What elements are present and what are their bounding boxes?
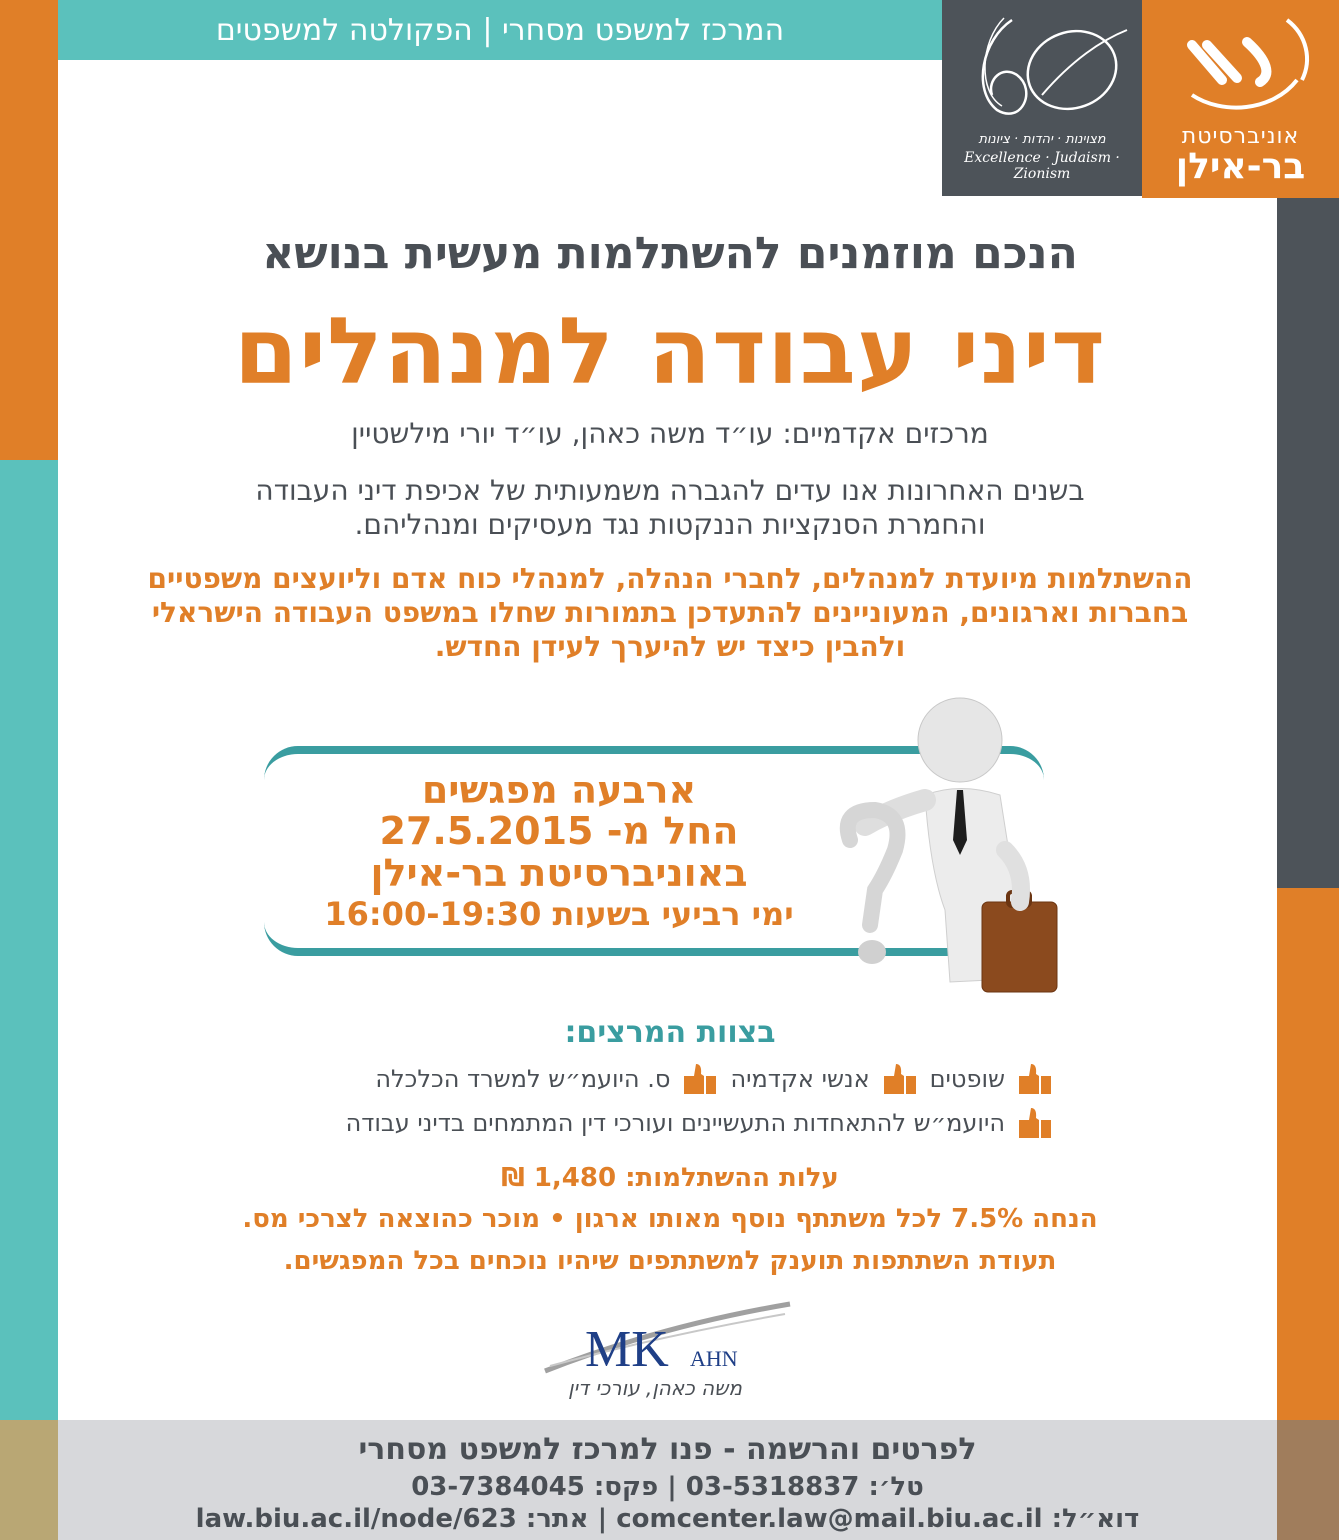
footer-email-site[interactable]: דוא״ל: comcenter.law@mail.biu.ac.il | אתר: law.biu.ac.il/node/623 <box>195 1504 1140 1534</box>
description-line: בשנים האחרונות אנו עדים להגברה משמעותית של אכיפת דיני העבודה <box>255 474 1085 507</box>
invite-heading: הנכם מוזמנים להשתלמות מעשית בנושא <box>262 228 1078 279</box>
businessman-figure-image <box>830 690 1070 1010</box>
team-row-1 <box>375 1062 1055 1096</box>
team-judges: שופטים <box>929 1065 1005 1093</box>
description-line: והחמרת הסנקציות הננקטות נגד מעסיקים ומנהליהם. <box>354 508 986 541</box>
logo-tagline-en: Excellence · Judaism · Zionism <box>964 150 1120 182</box>
description <box>70 474 1270 542</box>
bar-ilan-logo <box>1142 0 1339 198</box>
footer-phone-fax[interactable]: טל׳: 03-5318837 | פקס: 03-7384045 <box>411 1472 924 1502</box>
footer <box>0 1420 1339 1540</box>
hours: ימי רביעי בשעות 16:00-19:30 <box>324 895 794 933</box>
left-orange-bar <box>0 0 58 460</box>
location: באוניברסיטת בר-אילן <box>370 851 748 895</box>
sponsor-subtitle: משה כאהן, עורכי דין <box>568 1376 742 1400</box>
logo-tagline-he: מצוינות · יהדות · ציונות <box>978 132 1106 147</box>
target-audience <box>70 562 1270 664</box>
meetings-count: ארבעה מפגשים <box>421 768 697 812</box>
team-title: בצוות המרצים: <box>564 1015 776 1050</box>
team-row-2 <box>346 1106 1055 1140</box>
target-line: ולהבין כיצד יש להיערך לעידן החדש. <box>434 630 906 663</box>
right-orange-bar <box>1277 888 1339 1420</box>
main-title: דיני עבודה למנהלים <box>233 298 1107 405</box>
price-line: עלות ההשתלמות: 1,480 ₪ <box>501 1163 839 1193</box>
target-line: בחברות וארגונים, המעוניינים להתעדכן בתמורות שחלו במשפט העבודה הישראלי <box>151 596 1189 629</box>
certificate-line: תעודת השתתפות תוענק למשתתפים שיהיו נוכחים בכל המפגשים. <box>283 1246 1057 1276</box>
thumbs-up-icon <box>1015 1106 1055 1140</box>
biu-univ-label: אוניברסיטת <box>1181 124 1300 149</box>
discount-line: הנחה 7.5% לכל משתתף נוסף מאותו ארגון • מוכר כהוצאה לצרכי מס. <box>242 1204 1098 1234</box>
team-industrialists-counsel: היועמ״ש להתאחדות התעשיינים ועורכי דין המתמחים בדיני עבודה <box>345 1109 1005 1137</box>
sixty-logo-icon <box>942 0 1142 130</box>
team-academics: אנשי אקדמיה <box>730 1065 870 1093</box>
svg-text:MK: MK <box>585 1321 669 1378</box>
right-gray-bar <box>1277 198 1339 888</box>
thumbs-up-icon <box>880 1062 920 1096</box>
biu-name-label: בר-אילן <box>1175 146 1306 187</box>
faculty-banner-text: המרכז למשפט מסחרי | הפקולטה למשפטים <box>215 12 785 48</box>
target-line: ההשתלמות מיועדת למנהלים, לחברי הנהלה, למנהלי כוח אדם וליועצים משפטיים <box>147 562 1193 595</box>
start-date: החל מ- 27.5.2015 <box>379 809 739 853</box>
team-economy-counsel: ס. היועמ״ש למשרד הכלכלה <box>375 1065 671 1093</box>
lecturers-line: מרכזים אקדמיים: עו״ד משה כאהן, עו״ד יורי מילשטיין <box>351 417 989 450</box>
svg-text:AHN: AHN <box>690 1346 738 1371</box>
footer-left-square <box>0 1420 58 1540</box>
left-teal-bar <box>0 460 58 1420</box>
footer-right-square <box>1277 1420 1339 1540</box>
biu-emblem-icon <box>1142 0 1339 120</box>
faculty-banner <box>58 0 942 60</box>
schedule-text <box>264 770 854 934</box>
thumbs-up-icon <box>1015 1062 1055 1096</box>
footer-registration: לפרטים והרשמה - פנו למרכז למשפט מסחרי <box>358 1432 977 1467</box>
sixty-years-logo <box>942 0 1142 196</box>
thumbs-up-icon <box>680 1062 720 1096</box>
